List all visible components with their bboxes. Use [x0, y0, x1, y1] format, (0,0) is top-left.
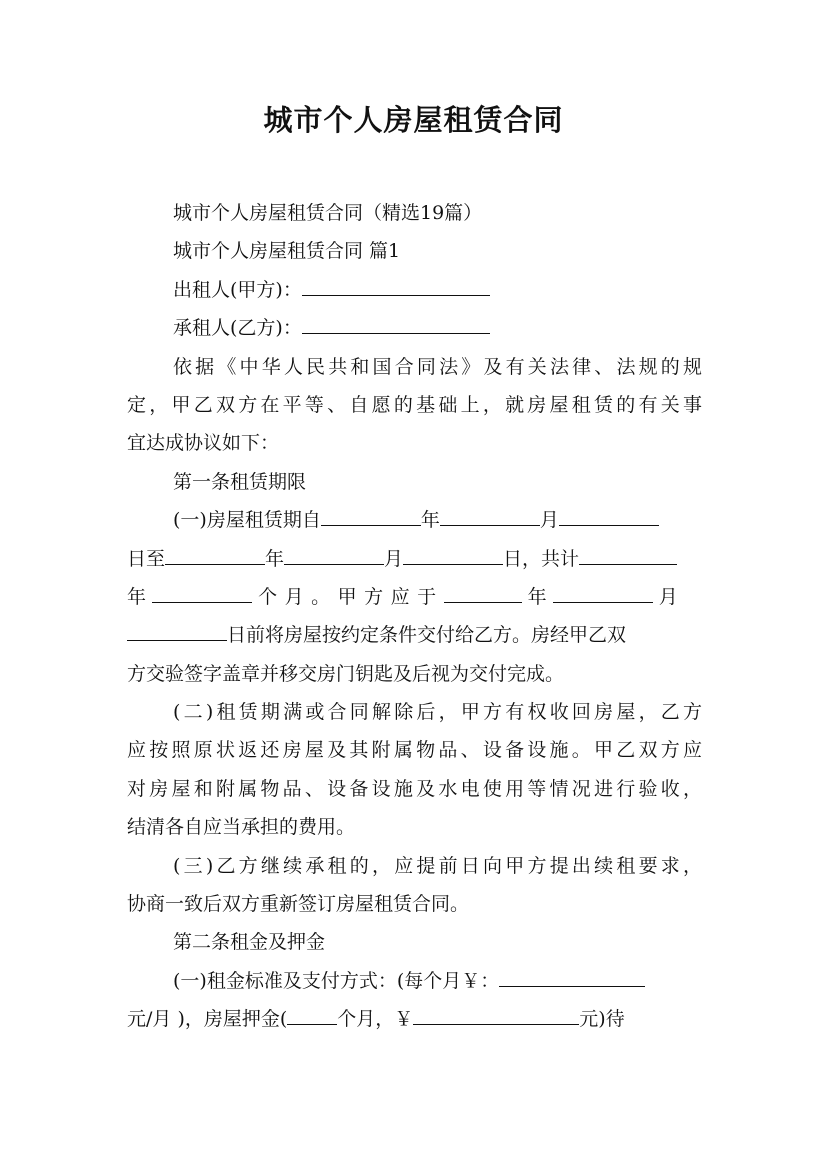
term-text: 月 — [658, 585, 678, 608]
fill-blank — [321, 507, 421, 526]
term-text: 年 — [527, 585, 547, 608]
term-line-4 — [127, 616, 702, 654]
fill-blank — [287, 1006, 337, 1025]
term-text: 年 — [265, 547, 285, 570]
rent-text: 元)待 — [579, 1008, 625, 1031]
fill-blank — [559, 507, 659, 526]
term-line-1 — [127, 501, 702, 539]
fill-blank — [152, 584, 252, 603]
lessor-line — [127, 271, 702, 309]
paragraph-line: 应按照原状返还房屋及其附属物品、设备设施。甲乙双方应 — [127, 739, 702, 762]
term-text: 月 — [539, 509, 559, 532]
fill-blank — [440, 507, 540, 526]
paragraph-line: 结清各自应当承担的费用。 — [127, 816, 356, 839]
paragraph-line: (二)租赁期满或合同解除后，甲方有权收回房屋，乙方 — [173, 701, 702, 724]
paragraph-line: 方交验签字盖章并移交房门钥匙及后视为交付完成。 — [127, 662, 565, 685]
term-text: 日至 — [127, 547, 166, 570]
rent-line-1 — [127, 962, 702, 1000]
paragraph-line: 定，甲乙双方在平等、自愿的基础上，就房屋租赁的有关事 — [127, 393, 702, 416]
fill-blank — [165, 545, 265, 564]
paragraph-line: 依据《中华人民共和国合同法》及有关法律、法规的规 — [173, 355, 702, 378]
lessor-label: 出租人(甲方)： — [173, 278, 302, 301]
article-heading: 第一条租赁期限 — [173, 470, 307, 493]
section-heading-line: 城市个人房屋租赁合同 篇1 — [173, 240, 401, 263]
paragraph-line: 宜达成协议如下： — [127, 432, 280, 455]
fill-blank — [403, 545, 503, 564]
fill-blank — [579, 545, 677, 564]
fill-blank — [284, 545, 384, 564]
term-text: 个月。甲方应于 — [258, 585, 444, 608]
fill-blank — [444, 584, 522, 603]
rent-text: (一)租金标准及支付方式：(每个月￥： — [173, 969, 500, 992]
lessor-blank — [302, 277, 490, 296]
lessee-label: 承租人(乙方)： — [173, 317, 302, 340]
paragraph-line: 对房屋和附属物品、设备设施及水电使用等情况进行验收， — [127, 777, 702, 800]
term-text: 日前将房屋按约定条件交付给乙方。房经甲乙双 — [227, 624, 627, 647]
fill-blank — [413, 1006, 579, 1025]
term-text: 月 — [384, 547, 404, 570]
term-text: (一)房屋租赁期自 — [173, 509, 321, 532]
term-line-3 — [127, 578, 702, 616]
paragraph-line: (三)乙方继续承租的，应提前日向甲方提出续租要求， — [173, 854, 702, 877]
rent-line-2 — [127, 1000, 702, 1038]
term-line-2 — [127, 540, 702, 578]
document-title: 城市个人房屋租赁合同 — [263, 103, 564, 137]
document-body — [127, 194, 702, 1039]
fill-blank — [127, 622, 227, 641]
fill-blank — [499, 968, 645, 987]
lessee-line — [127, 309, 702, 347]
lessee-blank — [302, 315, 490, 334]
rent-text: 元/月 )，房屋押金( — [127, 1008, 288, 1031]
term-text: 年 — [127, 585, 147, 608]
article-heading: 第二条租金及押金 — [173, 931, 326, 954]
paragraph-line: 协商一致后双方重新签订房屋租赁合同。 — [127, 893, 470, 916]
fill-blank — [553, 584, 653, 603]
term-text: 日，共计 — [503, 547, 580, 570]
term-text: 年 — [420, 509, 440, 532]
subtitle-line: 城市个人房屋租赁合同（精选19篇） — [173, 202, 483, 224]
rent-text: 个月，￥ — [337, 1008, 414, 1031]
